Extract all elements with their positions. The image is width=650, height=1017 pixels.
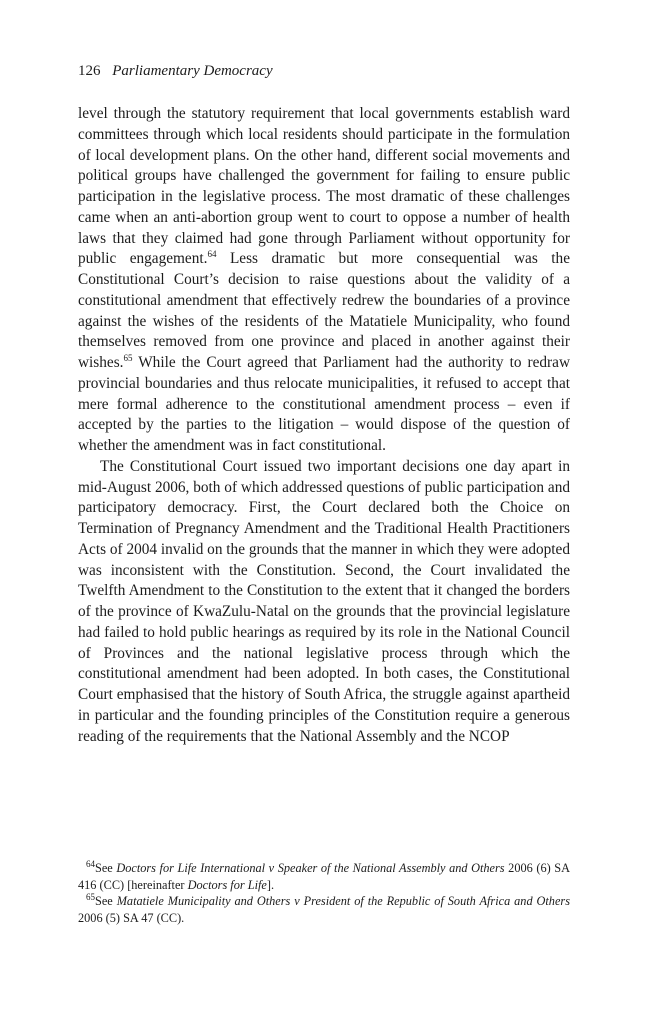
footnote-65 [78, 893, 570, 926]
paragraph-1-text-a: level through the statutory requirement that local governments establish ward committees through which local residents should participate in the formulation of local development plans. On the other hand, different social movements and political groups have challenged the government for failing to ensure public participation in the legislative process. The most dramatic of these challenges came when an anti-abortion group went to court to oppose a number of health laws that they claimed had gone through Parliament without opportunity for public engagement. [78, 105, 570, 268]
footnotes [78, 860, 570, 926]
body-text [78, 104, 570, 747]
paragraph-2: The Constitutional Court issued two important decisions one day apart in mid-August 2006, both of which addressed questions of public participation and participatory democracy. First, the Court declared both the Choice on Termination of Pregnancy Amendment and the Traditional Health Practitioners Acts of 2004 invalid on the grounds that the manner in which they were adopted was inconsistent with the Constitution. Second, the Court invalidated the Twelfth Amendment to the Constitution to the extent that it changed the borders of the province of KwaZulu-Natal on the grounds that the provincial legislature had failed to hold public hearings as required by its role in the National Council of Provinces and the national legislative process through which the constitutional amendment had been adopted. In both cases, the Constitutional Court emphasised that the history of South Africa, the struggle against apartheid in particular and the founding principles of the Constitution require a generous reading of the requirements that the National Assembly and the NCOP [78, 457, 570, 745]
paragraph-1 [78, 104, 570, 457]
footnote-case-name: Matatiele Municipality and Others v President of the Republic of South Africa and Others [116, 894, 570, 908]
footnote-number: 64 [86, 858, 95, 869]
footnote-end: ]. [266, 877, 275, 892]
footnote-ref-64[interactable]: 64 [207, 249, 217, 260]
running-title: Parliamentary Democracy [112, 63, 273, 79]
footnote-64 [78, 860, 570, 893]
footnote-case-name: Doctors for Life International v Speaker of the National Assembly and Others [116, 861, 505, 875]
running-head [78, 62, 570, 80]
footnote-citation: 2006 (5) SA 47 (CC). [78, 910, 185, 925]
page-number: 126 [78, 63, 101, 79]
footnote-see: See [95, 861, 117, 875]
footnote-citation: 2006 (6) SA 416 (CC) [hereinafter [78, 861, 570, 892]
footnote-see: See [95, 894, 117, 908]
paragraph-1-text-b: Less dramatic but more consequential was the Constitutional Court’s decision to raise questions about the validity of a constitutional amendment that effectively redrew the boundaries of a province against the wishes of the residents of the Matatiele Municipality, who found themselves removed from one province and placed in another against their wishes. [78, 250, 570, 371]
footnote-short-name: Doctors for Life [187, 877, 267, 892]
page-content [78, 62, 570, 747]
footnote-number: 65 [86, 891, 95, 902]
paragraph-1-text-c: While the Court agreed that Parliament had the authority to redraw provincial boundaries and thus relocate municipalities, it refused to accept that mere formal adherence to the constitutional amendment process – even if accepted by the parties to the litigation – would dispose of the question of whether the amendment was in fact constitutional. [78, 354, 570, 454]
footnote-ref-65[interactable]: 65 [123, 352, 133, 363]
